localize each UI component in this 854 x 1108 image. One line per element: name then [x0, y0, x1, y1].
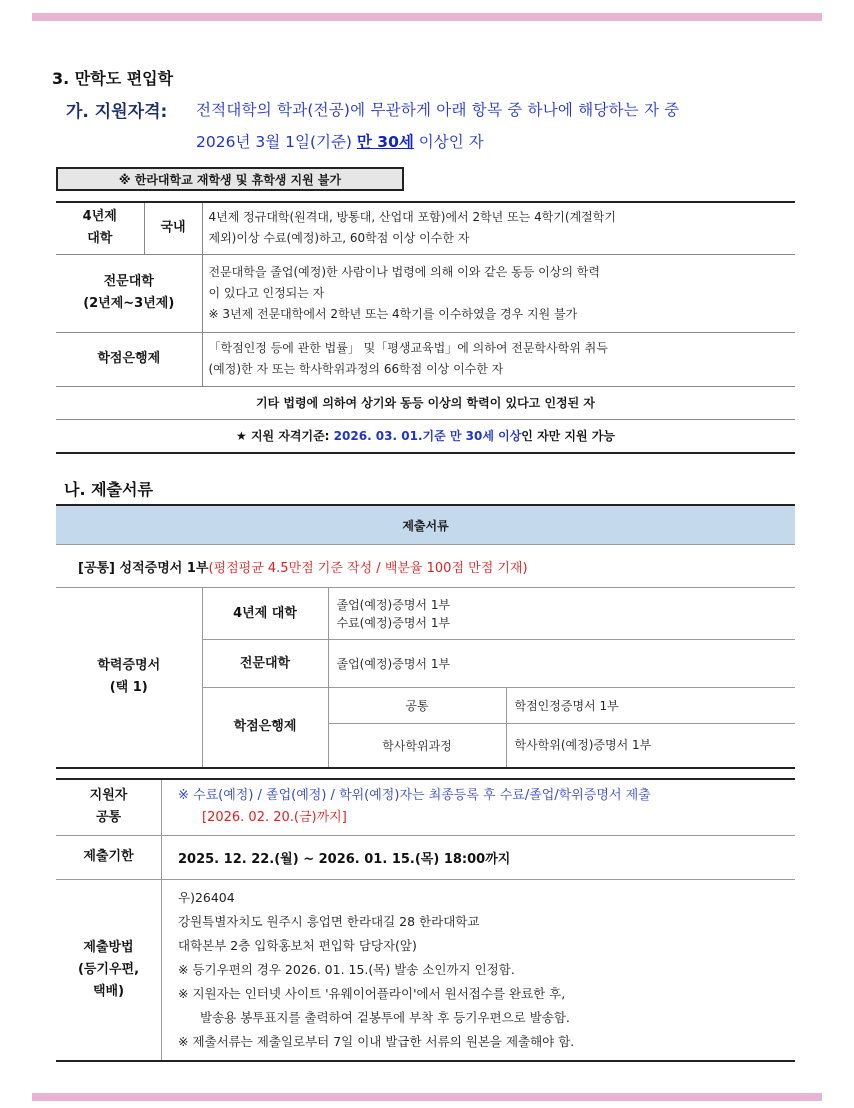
- section-title: 3. 만학도 편입학: [52, 69, 174, 88]
- junior-doc-value: 졸업(예정)증명서 1부: [328, 640, 795, 688]
- address-line: 강원특별자치도 원주시 흥업면 한라대길 28 한라대학교: [178, 913, 480, 929]
- junior-label-line: 전문대학: [103, 274, 154, 289]
- junior-desc: [202, 254, 795, 332]
- junior-doc-label: 전문대학: [202, 640, 328, 688]
- credit-bank-desc-line: 「학점인정 등에 관한 법률」 및「평생교육법」에 의하여 전문학사학위 취득: [208, 341, 608, 355]
- cb-common-label: 공통: [328, 688, 506, 724]
- common-documents-note: (평점평균 4.5만점 기준 작성 / 백분율 100점 만점 기재): [208, 560, 528, 576]
- submission-table: [56, 778, 795, 1062]
- applicant-label-line: 공통: [95, 810, 122, 826]
- four-year-label: [56, 202, 144, 254]
- qualification-date: 2026년 3월 1일(기준): [196, 133, 357, 151]
- four-year-desc: [202, 202, 795, 254]
- bottom-decor-bar: [32, 1093, 822, 1101]
- applicant-note: [162, 779, 796, 835]
- method-note-continued: 발송용 봉투표지를 출력하여 겉봉투에 부착 후 등기우편으로 발송함.: [200, 1009, 570, 1025]
- method-label-line: 제출방법: [83, 939, 134, 955]
- method-note: ※ 제출서류는 제출일로부터 7일 이내 발급한 서류의 원본을 제출해야 함.: [178, 1033, 575, 1049]
- cb-bachelor-label: 학사학위과정: [328, 724, 506, 768]
- method-label: [56, 879, 162, 1061]
- credit-bank-desc-line: (예정)한 자 또는 학사학위과정의 66학점 이상 이수한 자: [208, 362, 504, 376]
- method-label-line: (등기우편,: [77, 961, 140, 977]
- qualification-suffix: 이상인 자: [413, 133, 484, 151]
- deadline-label: 제출기한: [56, 835, 162, 879]
- postal-code: 우)26404: [178, 889, 235, 905]
- qualification-label: 가. 지원자격:: [66, 102, 168, 122]
- four-year-doc-value: 수료(예정)증명서 1부: [336, 615, 451, 630]
- credit-bank-desc: [202, 332, 795, 386]
- four-year-doc-values: [328, 588, 795, 640]
- four-year-desc-line: 4년제 정규대학(원격대, 방통대, 산업대 포함)에서 2학년 또는 4학기(계절학기: [208, 210, 616, 225]
- common-documents-label: [공통] 성적증명서 1부: [78, 560, 209, 576]
- documents-header: 제출서류: [56, 505, 795, 545]
- age-emphasis: 만 30세: [356, 133, 414, 151]
- applicant-deadline: [2026. 02. 20.(금)까지]: [202, 810, 347, 826]
- method-note: ※ 등기우편의 경우 2026. 01. 15.(목) 발송 소인까지 인정함.: [178, 961, 515, 977]
- applicant-note-text: ※ 수료(예정) / 졸업(예정) / 학위(예정)자는 최종등록 후 수료/졸업/학위증명서 제출: [178, 788, 651, 804]
- top-decor-bar: [32, 13, 822, 21]
- criteria-table: [56, 201, 795, 454]
- qualification-line2: [196, 130, 484, 152]
- junior-label-line: (2년제~3년제): [83, 296, 175, 311]
- applicant-label-line: 지원자: [89, 788, 128, 804]
- deadline-value: 2025. 12. 22.(월) ~ 2026. 01. 15.(목) 18:00까지: [162, 835, 796, 879]
- credit-bank-doc-label: 학점은행제: [202, 688, 328, 768]
- edu-cert-label-line: 학력증명서: [97, 658, 161, 674]
- cb-common-value: 학점인정증명서 1부: [506, 688, 795, 724]
- four-year-doc-value: 졸업(예정)증명서 1부: [336, 597, 451, 612]
- junior-desc-line: ※ 3년제 전문대학에서 2학년 또는 4학기를 이수하였을 경우 지원 불가: [208, 306, 578, 321]
- age-standard-suffix: 인 자만 지원 가능: [521, 429, 615, 443]
- junior-desc-line: 전문대학을 졸업(예정)한 사람이나 법령에 의해 이와 같은 동등 이상의 학력: [208, 264, 600, 279]
- qualification-line1: 전적대학의 학과(전공)에 무관하게 아래 항목 중 하나에 해당하는 자 중: [196, 101, 680, 119]
- four-year-desc-line: 제외)이상 수료(예정)하고, 60학점 이상 이수한 자: [208, 231, 470, 246]
- four-year-doc-label: 4년제 대학: [202, 588, 328, 640]
- junior-label: [56, 254, 202, 332]
- age-standard-highlight: 2026. 03. 01.기준 만 30세 이상: [333, 429, 522, 443]
- junior-desc-line: 이 있다고 인정되는 자: [208, 285, 325, 300]
- notice-box: ※ 한라대학교 재학생 및 휴학생 지원 불가: [56, 167, 404, 191]
- cb-bachelor-value: 학사학위(예정)증명서 1부: [514, 738, 652, 753]
- method-label-line: 택배): [92, 983, 125, 999]
- credit-bank-label: 학점은행제: [56, 332, 202, 386]
- age-standard: [56, 419, 795, 453]
- other-criteria: 기타 법령에 의하여 상기와 동등 이상의 학력이 있다고 인정된 자: [56, 386, 795, 419]
- common-documents: [56, 545, 795, 588]
- recipient-line: 대학본부 2층 입학홍보처 편입학 담당자(앞): [178, 937, 417, 953]
- edu-cert-label: [56, 588, 202, 768]
- applicant-label: [56, 779, 162, 835]
- star-icon: ★ 지원 자격기준:: [236, 429, 334, 443]
- documents-title: 나. 제출서류: [64, 480, 153, 499]
- documents-table: [56, 504, 795, 769]
- edu-cert-label-line: (택 1): [109, 680, 148, 696]
- four-year-label-text: 4년제 대학: [82, 209, 117, 247]
- method-details: [162, 879, 796, 1061]
- domestic-label: 국내: [144, 202, 202, 254]
- method-note: ※ 지원자는 인터넷 사이트 '유웨이어플라이'에서 원서접수를 완료한 후,: [178, 985, 566, 1001]
